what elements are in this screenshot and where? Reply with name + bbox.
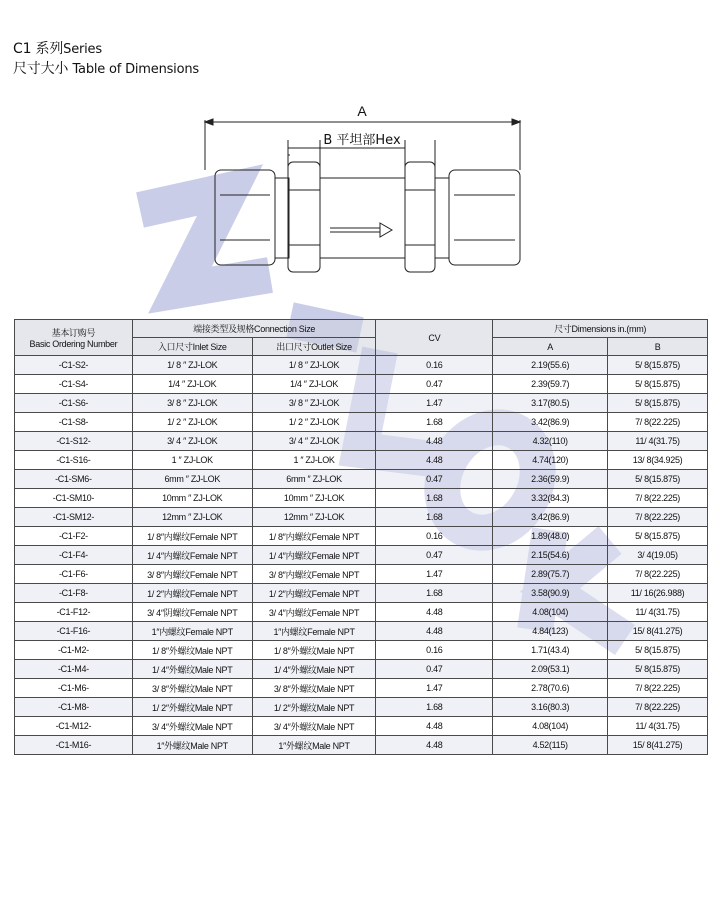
cell-a: 2.89(75.7) [493,565,608,584]
cell-a: 3.17(80.5) [493,394,608,413]
cell-order: -C1-F6- [15,565,133,584]
cell-cv: 0.16 [376,527,493,546]
dimension-b-label: B 平坦部Hex [323,133,401,148]
table-row [15,394,708,413]
cell-outlet: 3/ 4″内螺纹Female NPT [252,603,376,622]
cell-order: -C1-F16- [15,622,133,641]
cell-cv: 1.68 [376,413,493,432]
series-title [13,40,102,59]
cell-inlet: 3/ 4 ″ ZJ-LOK [132,432,252,451]
valve-body [320,178,405,258]
table-row [15,603,708,622]
cell-inlet: 12mm ″ ZJ-LOK [132,508,252,527]
cell-cv: 1.68 [376,508,493,527]
table-row [15,584,708,603]
cell-outlet: 3/ 8″内螺纹Female NPT [252,565,376,584]
cell-a: 4.52(115) [493,736,608,755]
cell-order: -C1-S4- [15,375,133,394]
valve-drawing [180,100,550,300]
cell-b: 5/ 8(15.875) [608,641,708,660]
right-nut [449,170,520,265]
cell-outlet: 1″内螺纹Female NPT [252,622,376,641]
cell-cv: 4.48 [376,622,493,641]
cell-outlet: 1/4 ″ ZJ-LOK [252,375,376,394]
cell-a: 2.78(70.6) [493,679,608,698]
dimensions-header: 尺寸Dimensions in.(mm) [493,320,708,338]
cell-b: 7/ 8(22.225) [608,413,708,432]
cell-outlet: 1 ″ ZJ-LOK [252,451,376,470]
outlet-size-header: 出口尺寸Outlet Size [252,338,376,356]
cell-b: 5/ 8(15.875) [608,375,708,394]
table-row [15,660,708,679]
cell-order: -C1-S16- [15,451,133,470]
cell-order: -C1-M16- [15,736,133,755]
cell-inlet: 1/ 8 ″ ZJ-LOK [132,356,252,375]
cell-inlet: 1/ 4″内螺纹Female NPT [132,546,252,565]
cv-header: CV [376,320,493,356]
dimension-b-header: B [608,338,708,356]
cell-order: -C1-SM6- [15,470,133,489]
cell-b: 15/ 8(41.275) [608,622,708,641]
cell-order: -C1-M4- [15,660,133,679]
cell-b: 5/ 8(15.875) [608,660,708,679]
cell-cv: 0.47 [376,375,493,394]
cell-cv: 0.16 [376,356,493,375]
table-row [15,717,708,736]
cell-cv: 1.68 [376,489,493,508]
cell-b: 11/ 4(31.75) [608,717,708,736]
cell-outlet: 1/ 2 ″ ZJ-LOK [252,413,376,432]
series-title-cn: C1 系列 [13,41,64,57]
cell-outlet: 1/ 4″外螺纹Male NPT [252,660,376,679]
cell-order: -C1-F12- [15,603,133,622]
table-row [15,413,708,432]
cell-order: -C1-S8- [15,413,133,432]
cell-order: -C1-M8- [15,698,133,717]
cell-inlet: 1/4 ″ ZJ-LOK [132,375,252,394]
cell-inlet: 3/ 8″内螺纹Female NPT [132,565,252,584]
series-title-en: Series [63,42,102,57]
table-row [15,736,708,755]
cell-inlet: 3/ 8 ″ ZJ-LOK [132,394,252,413]
cell-inlet: 6mm ″ ZJ-LOK [132,470,252,489]
cell-b: 11/ 16(26.988) [608,584,708,603]
cell-b: 7/ 8(22.225) [608,698,708,717]
cell-b: 11/ 4(31.75) [608,603,708,622]
cell-b: 7/ 8(22.225) [608,679,708,698]
cell-outlet: 1/ 8 ″ ZJ-LOK [252,356,376,375]
cell-inlet: 1/ 2″外螺纹Male NPT [132,698,252,717]
cell-cv: 4.48 [376,451,493,470]
dimension-a-label: A [357,103,367,119]
cell-order: -C1-SM12- [15,508,133,527]
cell-inlet: 1″内螺纹Female NPT [132,622,252,641]
cell-cv: 4.48 [376,736,493,755]
cell-b: 7/ 8(22.225) [608,489,708,508]
right-hex [405,162,435,272]
cell-cv: 0.16 [376,641,493,660]
inlet-size-header: 入口尺寸Inlet Size [132,338,252,356]
cell-a: 1.71(43.4) [493,641,608,660]
cell-outlet: 3/ 8″外螺纹Male NPT [252,679,376,698]
cell-cv: 0.47 [376,660,493,679]
cell-b: 5/ 8(15.875) [608,394,708,413]
cell-order: -C1-M12- [15,717,133,736]
cell-order: -C1-M6- [15,679,133,698]
table-row [15,489,708,508]
cell-cv: 1.47 [376,679,493,698]
cell-a: 4.74(120) [493,451,608,470]
cell-a: 2.39(59.7) [493,375,608,394]
cell-outlet: 1/ 8″外螺纹Male NPT [252,641,376,660]
cell-b: 7/ 8(22.225) [608,508,708,527]
table-row [15,622,708,641]
cell-order: -C1-F2- [15,527,133,546]
table-row [15,508,708,527]
table-title-en: Table of Dimensions [72,62,199,77]
cell-order: -C1-S12- [15,432,133,451]
cell-outlet: 3/ 8 ″ ZJ-LOK [252,394,376,413]
table-title-cn: 尺寸大小 [13,61,69,77]
cell-a: 1.89(48.0) [493,527,608,546]
cell-b: 5/ 8(15.875) [608,356,708,375]
cell-inlet: 3/ 4″阴螺纹Female NPT [132,603,252,622]
cell-order: -C1-M2- [15,641,133,660]
cell-outlet: 12mm ″ ZJ-LOK [252,508,376,527]
cell-order: -C1-SM10- [15,489,133,508]
dimension-a-header: A [493,338,608,356]
cell-b: 3/ 4(19.05) [608,546,708,565]
cell-b: 5/ 8(15.875) [608,470,708,489]
cell-a: 2.09(53.1) [493,660,608,679]
table-row [15,679,708,698]
cell-cv: 1.47 [376,565,493,584]
cell-inlet: 3/ 8″外螺纹Male NPT [132,679,252,698]
dimensions-table [14,319,708,755]
cell-outlet: 10mm ″ ZJ-LOK [252,489,376,508]
table-row [15,432,708,451]
table-row [15,546,708,565]
cell-a: 3.16(80.3) [493,698,608,717]
cell-a: 4.84(123) [493,622,608,641]
table-row [15,451,708,470]
table-row [15,527,708,546]
cell-outlet: 3/ 4″外螺纹Male NPT [252,717,376,736]
cell-inlet: 10mm ″ ZJ-LOK [132,489,252,508]
cell-outlet: 3/ 4 ″ ZJ-LOK [252,432,376,451]
table-row [15,565,708,584]
table-row [15,375,708,394]
cell-cv: 4.48 [376,603,493,622]
cell-inlet: 1/ 8″内螺纹Female NPT [132,527,252,546]
left-nut [215,170,275,265]
cell-inlet: 1/ 2 ″ ZJ-LOK [132,413,252,432]
connection-size-header: 端接类型及规格Connection Size [132,320,376,338]
cell-outlet: 1″外螺纹Male NPT [252,736,376,755]
cell-a: 3.42(86.9) [493,413,608,432]
table-title [13,60,199,79]
cell-outlet: 1/ 8″内螺纹Female NPT [252,527,376,546]
cell-inlet: 3/ 4″外螺纹Male NPT [132,717,252,736]
cell-a: 2.19(55.6) [493,356,608,375]
cell-b: 13/ 8(34.925) [608,451,708,470]
cell-a: 3.42(86.9) [493,508,608,527]
cell-b: 5/ 8(15.875) [608,527,708,546]
ordering-number-header: 基本订购号 Basic Ordering Number [15,320,133,356]
cell-a: 4.08(104) [493,717,608,736]
left-ferrule [275,178,289,258]
table-row [15,470,708,489]
cell-inlet: 1″外螺纹Male NPT [132,736,252,755]
cell-inlet: 1 ″ ZJ-LOK [132,451,252,470]
cell-a: 4.32(110) [493,432,608,451]
cell-cv: 4.48 [376,432,493,451]
cell-inlet: 1/ 4″外螺纹Male NPT [132,660,252,679]
cell-outlet: 6mm ″ ZJ-LOK [252,470,376,489]
cell-b: 7/ 8(22.225) [608,565,708,584]
table-body [15,356,708,755]
cell-inlet: 1/ 2″内螺纹Female NPT [132,584,252,603]
right-ferrule [435,178,449,258]
cell-order: -C1-F8- [15,584,133,603]
cell-a: 3.58(90.9) [493,584,608,603]
cell-outlet: 1/ 4″内螺纹Female NPT [252,546,376,565]
cell-a: 2.15(54.6) [493,546,608,565]
cell-outlet: 1/ 2″外螺纹Male NPT [252,698,376,717]
table-row [15,641,708,660]
cell-cv: 1.68 [376,584,493,603]
cell-order: -C1-F4- [15,546,133,565]
table-row [15,698,708,717]
cell-a: 4.08(104) [493,603,608,622]
cell-outlet: 1/ 2″内螺纹Female NPT [252,584,376,603]
cell-a: 3.32(84.3) [493,489,608,508]
left-hex [288,162,320,272]
cell-a: 2.36(59.9) [493,470,608,489]
cell-cv: 1.68 [376,698,493,717]
cell-order: -C1-S6- [15,394,133,413]
cell-b: 15/ 8(41.275) [608,736,708,755]
cell-order: -C1-S2- [15,356,133,375]
cell-cv: 1.47 [376,394,493,413]
cell-inlet: 1/ 8″外螺纹Male NPT [132,641,252,660]
cell-cv: 4.48 [376,717,493,736]
cell-cv: 0.47 [376,546,493,565]
cell-b: 11/ 4(31.75) [608,432,708,451]
cell-cv: 0.47 [376,470,493,489]
table-row [15,356,708,375]
